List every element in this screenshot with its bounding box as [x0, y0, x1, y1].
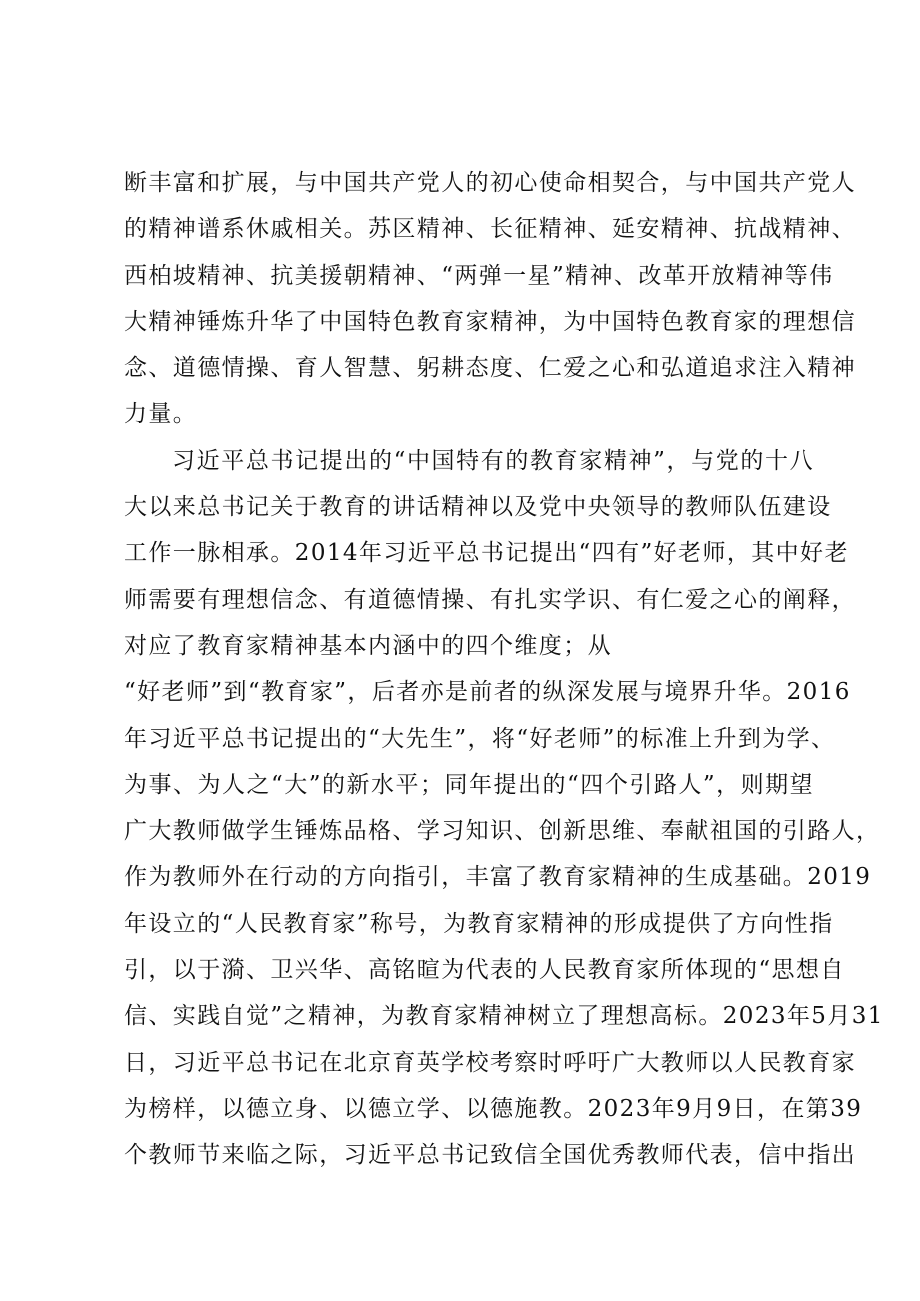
text-line: “好老师”到“教育家”，后者亦是前者的纵深发展与境界升华。2016: [124, 679, 851, 706]
text-line: 大精神锤炼升华了中国特色教育家精神，为中国特色教育家的理想信: [124, 308, 856, 335]
text-line: 作为教师外在行动的方向指引，丰富了教育家精神的生成基础。2019: [124, 864, 872, 891]
text-line: 信、实践自觉”之精神，为教育家精神树立了理想高标。2023年5月31: [124, 1003, 884, 1030]
text-line: 个教师节来临之际，习近平总书记致信全国优秀教师代表，信中指出: [124, 1142, 856, 1169]
body-text: [124, 160, 884, 1179]
text-line: 大以来总书记关于教育的讲话精神以及党中央领导的教师队伍建设: [124, 494, 832, 521]
text-line: 年设立的“人民教育家”称号，为教育家精神的形成提供了方向性指: [124, 910, 834, 937]
text-line: 为事、为人之“大”的新水平；同年提出的“四个引路人”，则期望: [124, 771, 814, 798]
text-line: 对应了教育家精神基本内涵中的四个维度；从: [124, 632, 612, 659]
text-line: 日，习近平总书记在北京育英学校考察时呼吁广大教师以人民教育家: [124, 1049, 856, 1076]
text-line: 西柏坡精神、抗美援朝精神、“两弹一星”精神、改革开放精神等伟: [124, 262, 834, 289]
text-line: 习近平总书记提出的“中国特有的教育家精神”，与党的十八: [172, 447, 814, 474]
text-line: 引，以于漪、卫兴华、高铭暄为代表的人民教育家所体现的“思想自: [124, 957, 845, 984]
text-line: 工作一脉相承。2014年习近平总书记提出“四有”好老师，其中好老: [124, 540, 849, 567]
text-line: 年习近平总书记提出的“大先生”，将“好老师”的标准上升到为学、: [124, 725, 836, 752]
text-line: 断丰富和扩展，与中国共产党人的初心使命相契合，与中国共产党人: [124, 170, 856, 196]
text-line: 的精神谱系休戚相关。苏区精神、长征精神、延安精神、抗战精神、: [124, 216, 856, 243]
text-line: 为榜样，以德立身、以德立学、以德施教。2023年9月9日，在第39: [124, 1095, 863, 1122]
text-line: 力量。: [124, 401, 198, 428]
text-line: 广大教师做学生锤炼品格、学习知识、创新思维、奉献祖国的引路人，: [124, 818, 881, 845]
text-line: 念、道德情操、育人智慧、躬耕态度、仁爱之心和弘道追求注入精神: [124, 355, 856, 382]
text-line: 师需要有理想信念、有道德情操、有扎实学识、有仁爱之心的阐释，: [124, 586, 856, 613]
